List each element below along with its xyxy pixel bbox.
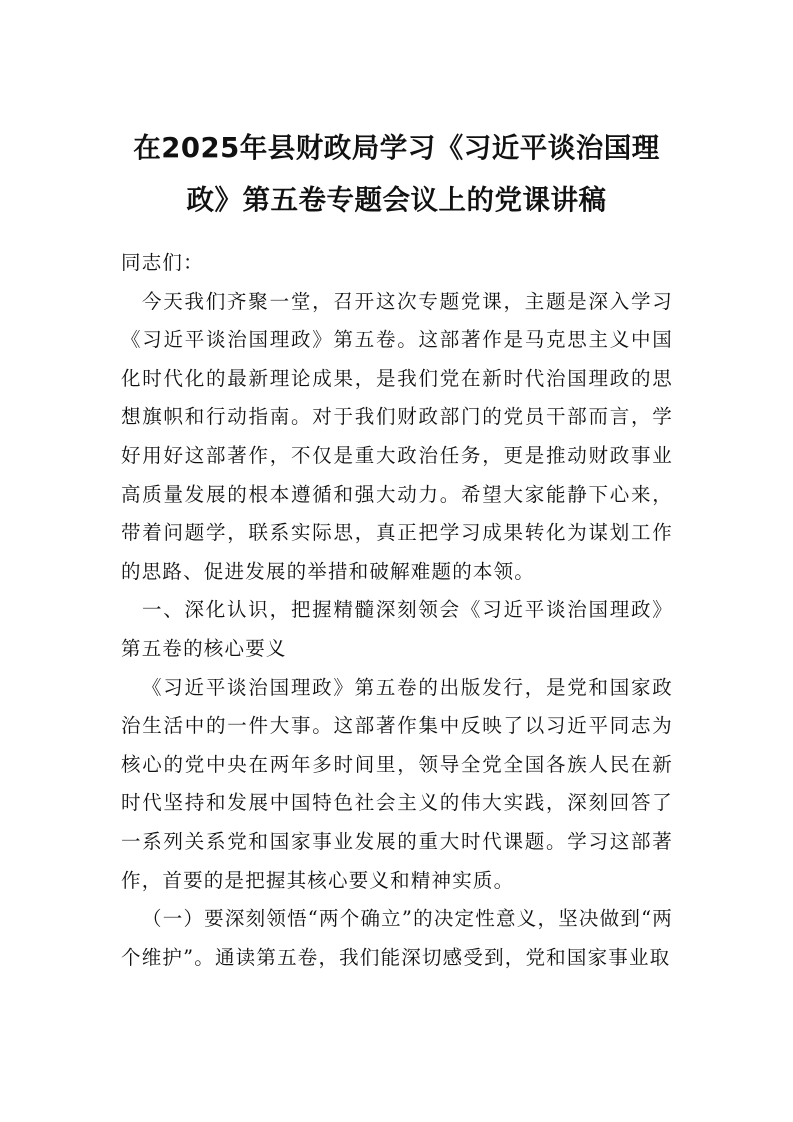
salutation: 同志们： [121,251,204,274]
document-title [100,122,693,226]
title-line-1: 在2025年县财政局学习《习近平谈治国理 [133,132,660,164]
title-line-2: 政》第五卷专题会议上的党课讲稿 [186,184,607,216]
paragraph-intro: 今天我们齐聚一堂，召开这次专题党课，主题是深入学习《习近平谈治国理政》第五卷。这部著作是马克思主义中国化时代化的最新理论成果，是我们党在新时代治国理政的思想旗帜和行动指南。对于我们财政部门的党员干部而言，学好用好这部著作，不仅是重大政治任务，更是推动财政事业高质量发展的根本遵循和强大动力。希望大家能静下心来，带着问题学，联系实际思，真正把学习成果转化为谋划工作的思路、促进发展的举措和破解难题的本领。 [121,289,673,583]
paragraph-subsection-1: （一）要深刻领悟“两个确立”的决定性意义，坚决做到“两个维护”。通读第五卷，我们能深切感受到，党和国家事业取 [121,907,673,969]
document-body [121,244,673,977]
section-heading-1: 一、深化认识，把握精髓深刻领会《习近平谈治国理政》第五卷的核心要义 [121,598,673,660]
paragraph-section-1: 《习近平谈治国理政》第五卷的出版发行，是党和国家政治生活中的一件大事。这部著作集中反映了以习近平同志为核心的党中央在两年多时间里，领导全党全国各族人民在新时代坚持和发展中国特色社会主义的伟大实践，深刻回答了一系列关系党和国家事业发展的重大时代课题。学习这部著作，首要的是把握其核心要义和精神实质。 [121,675,673,892]
